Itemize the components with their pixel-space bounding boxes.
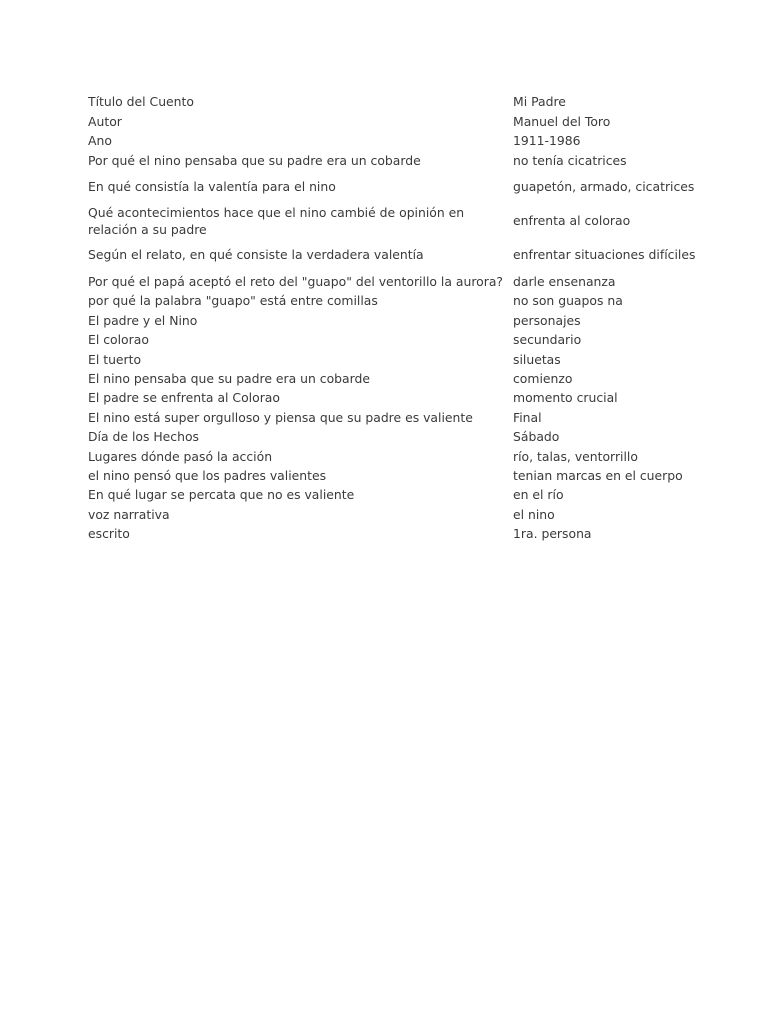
question-cell: El colorao xyxy=(88,332,149,348)
question-cell: El tuerto xyxy=(88,351,142,367)
answer-cell: río, talas, ventorrillo xyxy=(513,448,638,464)
question-cell: por qué la palabra "guapo" está entre comillas xyxy=(88,293,378,309)
question-cell: Ano xyxy=(88,133,112,149)
table-row xyxy=(88,292,708,311)
answer-cell: no tenía cicatrices xyxy=(513,152,627,168)
table-row xyxy=(88,132,708,151)
answer-cell: Final xyxy=(513,409,542,425)
answer-cell: secundario xyxy=(513,332,582,348)
question-cell: Autor xyxy=(88,113,122,129)
table-row xyxy=(88,486,708,505)
question-cell: El padre y el Nino xyxy=(88,312,198,328)
table-row xyxy=(88,350,708,369)
question-cell: Según el relato, en qué consiste la verdadera valentía xyxy=(88,247,424,263)
question-cell: voz narrativa xyxy=(88,506,170,522)
answer-cell: Sábado xyxy=(513,429,560,445)
question-cell: El nino está super orgulloso y piensa que su padre es valiente xyxy=(88,409,473,425)
table-row xyxy=(88,447,708,466)
answer-cell: tenian marcas en el cuerpo xyxy=(513,467,683,483)
table-row xyxy=(88,331,708,350)
question-cell: Lugares dónde pasó la acción xyxy=(88,448,273,464)
table-row xyxy=(88,311,708,330)
question-cell: El nino pensaba que su padre era un cobarde xyxy=(88,370,371,386)
question-cell: Título del Cuento xyxy=(88,94,194,110)
answer-cell: personajes xyxy=(513,312,581,328)
question-cell: Día de los Hechos xyxy=(88,429,200,445)
question-cell: En qué lugar se percata que no es valiente xyxy=(88,487,355,503)
question-cell: Qué acontecimientos hace que el nino cambié de opinión en relación a su padre xyxy=(88,205,465,237)
question-cell: el nino pensó que los padres valientes xyxy=(88,467,327,483)
question-cell: Por qué el nino pensaba que su padre era un cobarde xyxy=(88,152,421,168)
table-row xyxy=(88,466,708,485)
answer-cell: enfrentar situaciones difíciles xyxy=(513,247,696,263)
table-row xyxy=(88,273,708,292)
table-row xyxy=(88,112,708,131)
table-row xyxy=(88,428,708,447)
document-table xyxy=(88,93,708,544)
answer-cell: 1ra. persona xyxy=(513,526,592,542)
answer-cell: el nino xyxy=(513,506,555,522)
answer-cell: 1911-1986 xyxy=(513,133,581,149)
answer-cell: siluetas xyxy=(513,351,561,367)
table-row xyxy=(88,408,708,427)
table-row xyxy=(88,205,708,239)
answer-cell: Mi Padre xyxy=(513,94,566,110)
table-row xyxy=(88,171,708,205)
answer-cell: Manuel del Toro xyxy=(513,113,611,129)
question-cell: escrito xyxy=(88,526,130,542)
table-row xyxy=(88,93,708,112)
answer-cell: momento crucial xyxy=(513,390,618,406)
table-row xyxy=(88,239,708,273)
answer-cell: darle ensenanza xyxy=(513,274,616,289)
table-row xyxy=(88,389,708,408)
question-cell: El padre se enfrenta al Colorao xyxy=(88,390,280,406)
table-row xyxy=(88,525,708,544)
answer-cell: en el río xyxy=(513,487,564,503)
table-row xyxy=(88,370,708,389)
table-row xyxy=(88,151,708,170)
question-cell: En qué consistía la valentía para el nino xyxy=(88,179,336,195)
answer-cell: comienzo xyxy=(513,370,573,386)
table-row xyxy=(88,505,708,524)
question-cell: Por qué el papá aceptó el reto del "guapo" del ventorillo la aurora? xyxy=(88,274,503,289)
answer-cell: guapetón, armado, cicatrices xyxy=(513,179,695,195)
answer-cell: enfrenta al colorao xyxy=(513,213,631,229)
answer-cell: no son guapos na xyxy=(513,293,623,309)
